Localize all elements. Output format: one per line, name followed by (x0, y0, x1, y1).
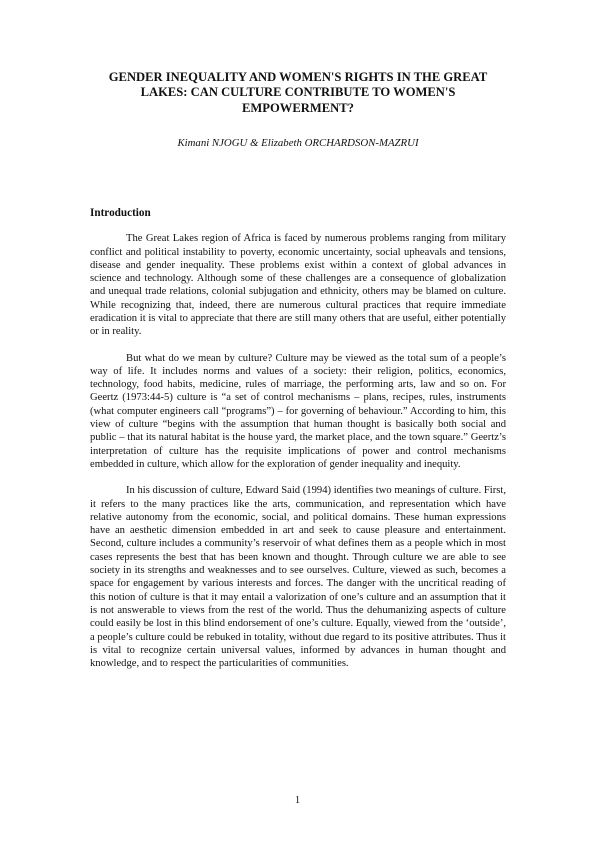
author-line: Kimani NJOGU & Elizabeth ORCHARDSON-MAZRUI (177, 137, 419, 150)
paper-title: GENDER INEQUALITY AND WOMEN'S RIGHTS IN THE GREAT LAKES: CAN CULTURE CONTRIBUTE TO WOMEN'S EMPOWERMENT? (108, 70, 488, 115)
paragraph: The Great Lakes region of Africa is faced by numerous problems ranging from military conflict and political instability to poverty, economic uncertainty, social upheavals and tensions, disease and gender inequality. These problems exist within a context of global advances in science and technology. Although some of these challenges are a consequence of globalization and unequal trade relations, colonial subjugation and ethnicity, others may be blamed on culture. While recognizing that, indeed, there are numerous cultural practices that require immediate eradication it is vital to appreciate that there are still many others that are useful, either potentially or in reality. (90, 233, 506, 338)
page-number: 1 (294, 795, 301, 806)
paragraph: In his discussion of culture, Edward Said (1994) identifies two meanings of culture. First, it refers to the many practices like the arts, communication, and representation which have relative autonomy from the economic, social, and political domains. These human expressions have an aesthetic dimension embedded in art and seek to cause pleasure and entertainment. Second, culture includes a community’s reservoir of what defines them as a people which in most cases represents the best that has been known and thought. Through culture we are able to see society in its strengths and weaknesses and to see ourselves. Culture, viewed as such, becomes a space for engagement by various interests and forces. The danger with the uncritical reading of this notion of culture is that it may entail a valorization of one’s culture and an assumption that it is not answerable to views from the rest of the world. Thus the dehumanizing aspects of culture could easily be lost in this blind endorsement of one’s culture. Equally, viewed from the ‘outside’, a people’s culture could be rebuked in totality, without due regard to its positive attributes. Thus it is vital to recognize certain universal values, informed by advances in human thought and knowledge, and to respect the particularities of communities. (90, 485, 506, 670)
page-body (90, 70, 506, 670)
paragraph: But what do we mean by culture? Culture may be viewed as the total sum of a people’s way of life. It includes norms and values of a society: their religion, politics, economics, technology, food habits, medicine, rules of marriage, the performing arts, law and so on. For Geertz (1973:44-5) culture is “a set of control mechanisms – plans, recipes, rules, instruments (what computer engineers call “programs”) – for governing of behaviour.” According to him, this view of culture “begins with the assumption that human thought is basically both social and public – that its natural habitat is the house yard, the market place, and the town square.” Geertz’s interpretation of culture has the requisite implications of power and control mechanisms embedded in culture, which allow for the exploration of gender inequality and inequity. (90, 352, 506, 470)
section-heading: Introduction (90, 207, 151, 220)
